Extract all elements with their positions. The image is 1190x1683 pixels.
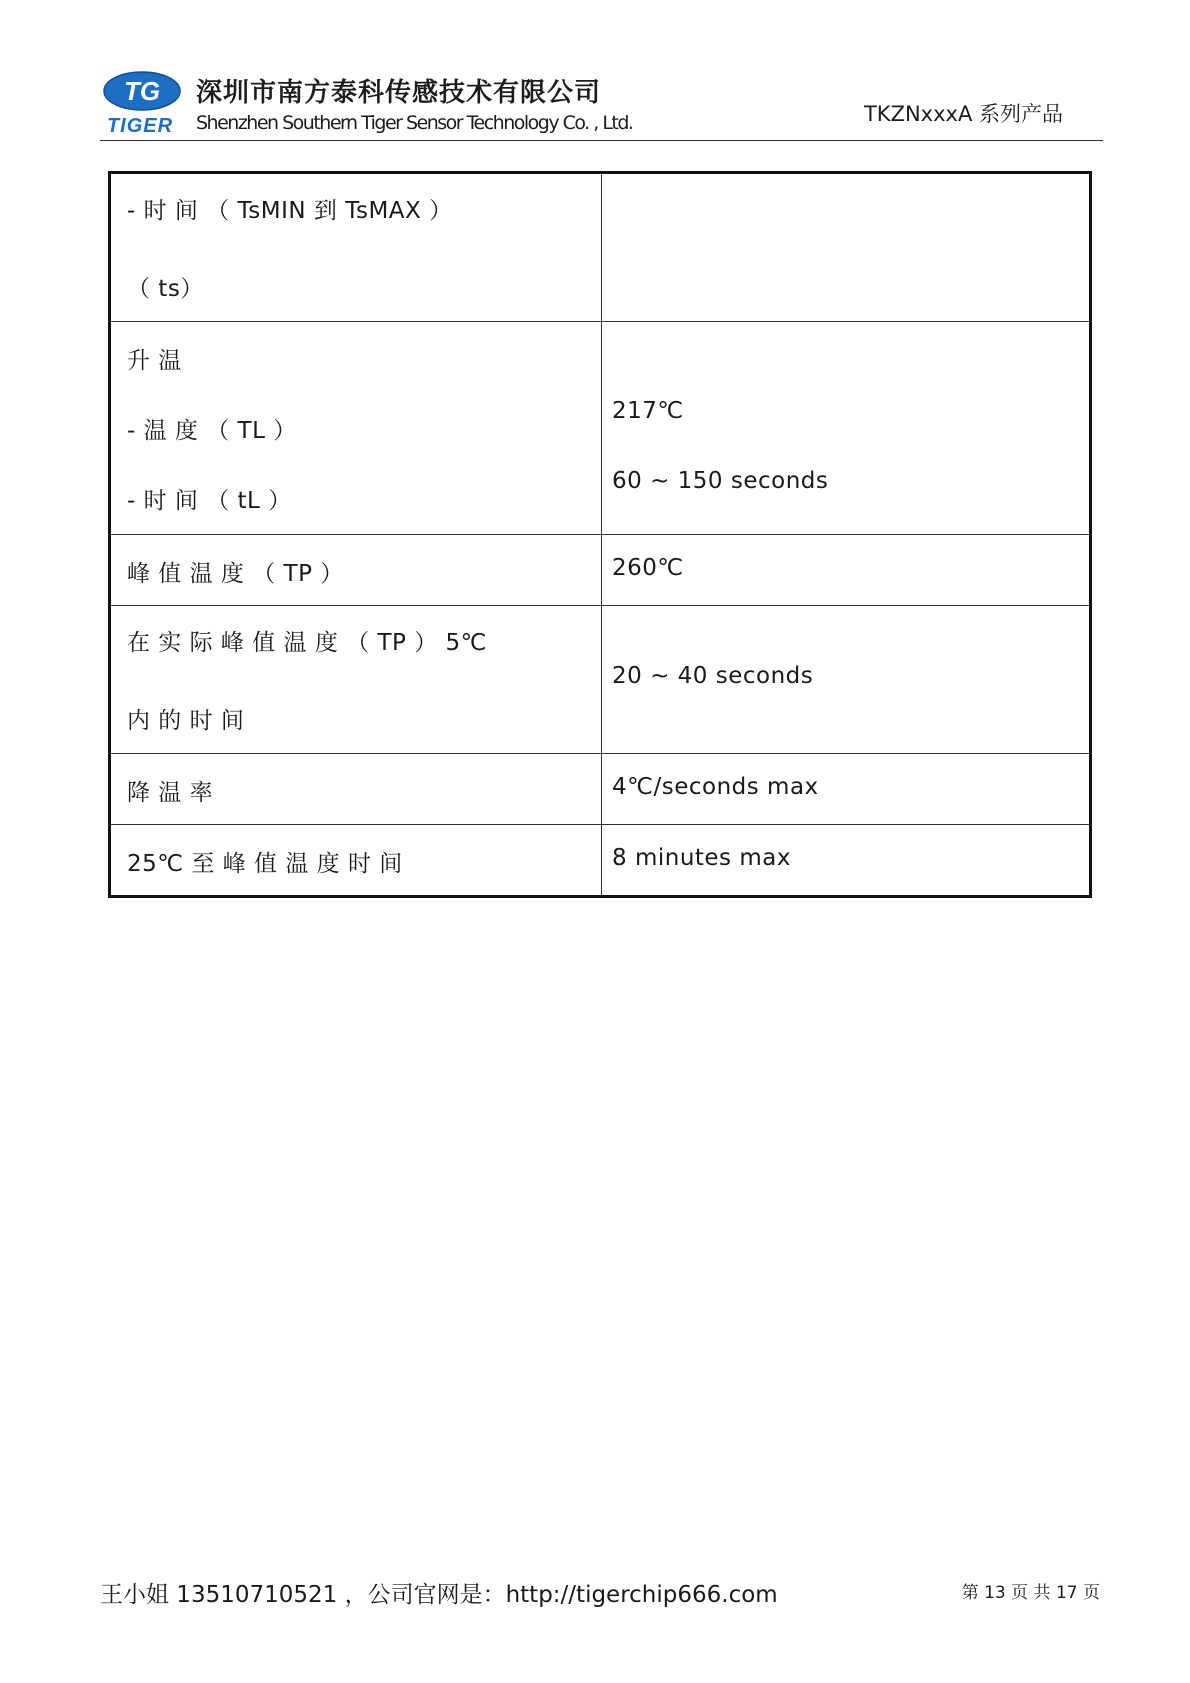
reflow-spec-table [108, 171, 1092, 898]
tiger-logo [100, 70, 186, 136]
page-number: 第 13 页 共 17 页 [961, 1583, 1100, 1603]
cell-text: 260℃ [612, 555, 684, 581]
table-cell-value [602, 825, 1091, 897]
cell-text: - 时 间 （ TsMIN 到 TsMAX ） [127, 198, 453, 224]
cell-text: 25℃ 至 峰 值 温 度 时 间 [127, 851, 403, 877]
cell-text: - 时 间 （ tL ） [127, 488, 292, 514]
table-cell-label [110, 606, 602, 754]
page-header [100, 68, 1103, 141]
table-cell-label [110, 754, 602, 825]
cell-text: 升 温 [127, 348, 182, 374]
footer-contact: 王小姐 13510710521 ，公司官网是：http://tigerchip666.com [100, 1582, 778, 1608]
company-name-en: Shenzhen Southern Tiger Sensor Technology Co. , Ltd. [196, 112, 633, 134]
logo-word: TIGER [106, 115, 174, 136]
cell-text: 8 minutes max [612, 845, 791, 871]
cell-text: 峰 值 温 度 （ TP ） [127, 561, 344, 587]
table-cell-label [110, 173, 602, 322]
cell-text: 在 实 际 峰 值 温 度 （ TP ） 5℃ [127, 630, 487, 656]
table-cell-value [602, 754, 1091, 825]
table-cell-value [602, 535, 1091, 606]
table-row [110, 606, 1091, 754]
table-row [110, 825, 1091, 897]
cell-text: 20 ~ 40 seconds [612, 663, 814, 689]
table-cell-value [602, 322, 1091, 535]
table-cell-value [602, 173, 1091, 322]
cell-text: 60 ~ 150 seconds [612, 468, 829, 494]
table-row [110, 173, 1091, 322]
company-name-cn: 深圳市南方泰科传感技术有限公司 [196, 78, 602, 108]
table-row [110, 754, 1091, 825]
cell-text: （ ts） [127, 276, 204, 302]
cell-text: 4℃/seconds max [612, 774, 819, 800]
cell-text: 内 的 时 间 [127, 708, 245, 734]
table-row [110, 535, 1091, 606]
table-cell-value [602, 606, 1091, 754]
table-cell-label [110, 535, 602, 606]
logo-mark: TG [123, 76, 161, 106]
table-row [110, 322, 1091, 535]
product-series: TKZNxxxA 系列产品 [863, 102, 1063, 126]
table-cell-label [110, 322, 602, 535]
cell-text: 降 温 率 [127, 780, 214, 806]
cell-text: - 温 度 （ TL ） [127, 418, 297, 444]
table-cell-label [110, 825, 602, 897]
cell-text: 217℃ [612, 398, 684, 424]
